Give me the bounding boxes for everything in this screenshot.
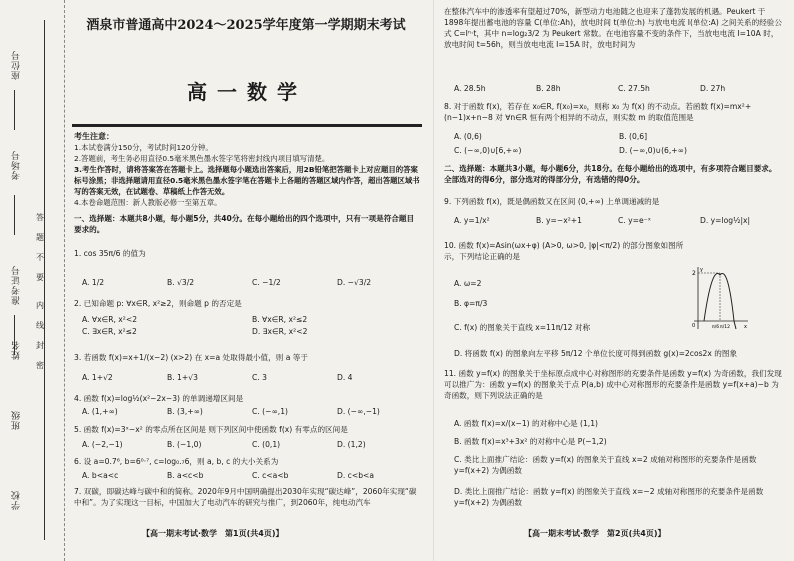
seat-label: 座位号 (12, 50, 22, 80)
option: D. c<b<a (337, 471, 375, 480)
binding-sidebar (0, 0, 65, 561)
option: D. −√3/2 (337, 278, 372, 287)
note-item: 3.考生作答时，请将答案答在答题卡上。选择题每小题选出答案后，用2B铅笔把答题卡上对应题目的答案标号涂黑；非选择题请用直径0.5毫米黑色墨水签字笔在答题卡上各题的答题区域内作答，超出答题区域书写的答案无效，在试题卷、草稿纸上作答无效。 (74, 165, 420, 196)
option: B. (−1,0) (167, 440, 202, 449)
option: A. 28.5h (454, 84, 486, 93)
q11-option-d: D. 类比上面推广结论：函数 y=f(x) 的图象关于直线 x=−2 成轴对称图形的充要条件是函数 y=f(x+2) 为偶函数 (454, 487, 764, 507)
seal-char: 答 (36, 213, 44, 222)
option: A. y=1/x² (454, 216, 490, 225)
exam-notes (74, 131, 422, 208)
name-label: 姓名 (12, 340, 22, 360)
q10-option-a: A. ω=2 (454, 279, 482, 288)
option: D. (−∞,0)∪(6,+∞) (619, 146, 687, 155)
option: D. (−∞,−1) (337, 407, 380, 416)
option: A. (1,+∞) (82, 407, 118, 416)
seal-char: 密 (36, 361, 44, 370)
option: D. ∃x∈R, x²<2 (252, 327, 308, 336)
q7-stem: 7. 双碳，即碳达峰与碳中和的简称。2020年9月中国明确提出2030年实现“碳达峰”，2060年实现“碳中和”。为了实现这一目标，中国加大了电动汽车的研究与推广，到2060年，纯电动汽车 (74, 487, 417, 507)
q11-option-c: C. 类比上面推广结论：函数 y=f(x) 的图象关于直线 x=2 成轴对称图形的充要条件是函数 y=f(x+2) 为偶函数 (454, 455, 757, 475)
q9-options (454, 216, 784, 225)
seal-char: 不 (36, 253, 44, 262)
q8-stem: 8. 对于函数 f(x)，若存在 x₀∈R, f(x₀)=x₀，则称 x₀ 为 f(x) 的不动点。若函数 f(x)=mx²+(n−1)x+n−8 对 ∀n∈R 恒有两个相异的不动点，则实数 m 的取值范围是 (444, 102, 752, 122)
q2-stem: 2. 已知命题 p: ∀x∈R, x²≥2，则命题 p 的否定是 (74, 299, 242, 308)
option: C. y=e⁻ˣ (618, 216, 652, 225)
left-column (72, 0, 422, 561)
option: B. 1+√3 (167, 373, 198, 382)
q9-stem: 9. 下列函数 f(x)，既是偶函数又在区间 (0,+∞) 上单调递减的是 (444, 197, 660, 206)
q11-stem: 11. 函数 y=f(x) 的图象关于坐标原点成中心对称图形的充要条件是函数 y=f(x) 为奇函数，我们发现可以推广为：函数 y=f(x) 的图象关于点 P(a,b) 成中心对称图形的充要条件是函数 y=f(x+a)−b 为奇函数，则下列说法正确的是 (444, 369, 782, 400)
exam-no-label: 准考证号 (12, 265, 22, 305)
y-axis-label: y (700, 267, 703, 273)
seat-line (14, 90, 15, 130)
q7-options (454, 84, 784, 93)
origin-label: 0 (692, 323, 696, 329)
q4-options (82, 407, 422, 416)
title-rule (72, 124, 422, 127)
seal-char: 封 (36, 341, 44, 350)
q2-options (82, 315, 422, 339)
q10-option-b: B. φ=π/3 (454, 299, 488, 308)
option: C. 27.5h (618, 84, 650, 93)
notes-heading: 考生注意： (74, 132, 114, 141)
option: B. ∀x∈R, x²≤2 (252, 315, 308, 324)
seal-char: 内 (36, 301, 44, 310)
option: B. (3,+∞) (167, 407, 203, 416)
option: A. 1/2 (82, 278, 105, 287)
option: A. (0,6) (454, 132, 482, 141)
option: D. 4 (337, 373, 353, 382)
q11-option-b: B. 函数 f(x)=x³+3x² 的对称中心是 P(−1,2) (454, 437, 607, 446)
q10-option-c: C. f(x) 的图象关于直线 x=11π/12 对称 (454, 323, 591, 332)
option: D. 27h (700, 84, 726, 93)
option: A. b<a<c (82, 471, 119, 480)
section2-heading: 二、选择题：本题共3小题，每小题6分，共18分。在每小题给出的选项中，有多项符合题目要求。全部选对的得6分，部分选对的得部分分，有选错的得0分。 (444, 164, 777, 184)
exam-title: 酒泉市普通高中2024～2025学年度第一学期期末考试 (86, 18, 406, 33)
section1-heading: 一、选择题：本题共8小题，每小题5分，共40分。在每小题给出的四个选项中，只有一项是符合题目要求的。 (74, 214, 415, 234)
seal-char: 线 (36, 321, 44, 330)
q1-options (82, 278, 422, 287)
q11-option-a: A. 函数 f(x)=x/(x−1) 的对称中心是 (1,1) (454, 419, 599, 428)
option: A. ∀x∈R, x²<2 (82, 315, 138, 324)
q5-stem: 5. 函数 f(x)=3ˣ−x² 的零点所在区间是 则下列区间中使函数 f(x) 有零点的区间是 (74, 425, 348, 434)
tick-label: π/6 (712, 325, 720, 330)
room-label: 考场号 (12, 150, 22, 180)
option: C. −1/2 (252, 278, 281, 287)
x-axis-label: x (744, 324, 747, 330)
q6-stem: 6. 设 a=0.7⁶, b=6⁰·⁷, c=log₀.₇6，则 a, b, c 的大小关系为 (74, 457, 279, 466)
column-divider (433, 0, 434, 561)
q10-sine-graph (690, 265, 750, 331)
option: C. 3 (252, 373, 267, 382)
q10-stem: 10. 函数 f(x)=Asin(ωx+φ) (A>0, ω>0, |φ|<π/2) 的部分图象如图所示，下列结论正确的是 (444, 241, 684, 261)
option: B. a<c<b (167, 471, 204, 480)
option: C. (0,1) (252, 440, 281, 449)
q1-stem: 1. cos 35π/6 的值为 (74, 249, 146, 258)
subject-title: 高一数学 (187, 80, 307, 104)
option: D. y=log½|x| (700, 216, 751, 225)
option: A. 1+√2 (82, 373, 113, 382)
option: B. (0,6] (619, 132, 648, 141)
option: A. (−2,−1) (82, 440, 123, 449)
q7-continued: 在整体汽车中的渗透率有望超过70%，新型动力电池随之也迎来了蓬勃发展的机遇。Peukert 于1898年提出蓄电池的容量 C(单位:Ah)，放电时间 t(单位:h) 与放电电流 I(单位:A) 之间关系的经验公式 C=Iⁿ·t，其中 n=log₂3/2 为 Peukert 常数。在电池容量不变的条件下，当放电电流 I=10A 时，放电时间 t=56h，则当放电电流 I=15A 时，放电时间为 (444, 7, 782, 49)
seal-char: 题 (36, 233, 44, 242)
option: B. 28h (536, 84, 561, 93)
option: C. (−∞,1) (252, 407, 288, 416)
seal-char: 要 (36, 273, 44, 282)
tick-label: π/12 (720, 325, 730, 330)
seal-line (44, 20, 45, 540)
q3-stem: 3. 若函数 f(x)=x+1/(x−2) (x>2) 在 x=a 处取得最小值，则 a 等于 (74, 353, 308, 362)
class-label: 班级 (12, 410, 22, 430)
room-line (14, 195, 15, 235)
q6-options (82, 471, 422, 480)
q4-stem: 4. 函数 f(x)=log½(x²−2x−3) 的单调递增区间是 (74, 394, 244, 403)
note-item: 4.本卷命题范围：新人教版必修一至第五章。 (74, 198, 222, 207)
q10-option-d: D. 将函数 f(x) 的图象向左平移 5π/12 个单位长度可得到函数 g(x)=2cos2x 的图象 (454, 349, 738, 358)
footer-left: 【高一期末考试·数学 第1页(共4页)】 (142, 529, 284, 538)
option: B. √3/2 (167, 278, 195, 287)
option: C. c<a<b (252, 471, 289, 480)
q8-options (454, 132, 784, 160)
q5-options (82, 440, 422, 449)
option: C. ∃x∈R, x²≤2 (82, 327, 137, 336)
footer-right: 【高一期末考试·数学 第2页(共4页)】 (524, 529, 666, 538)
y-max-label: 2 (692, 270, 696, 277)
q3-options (82, 373, 422, 382)
option: D. (1,2) (337, 440, 366, 449)
option: B. y=−x²+1 (536, 216, 582, 225)
school-label: 学校 (12, 490, 22, 510)
note-item: 2.答题前，考生务必用直径0.5毫米黑色墨水签字笔将密封线内项目填写清楚。 (74, 154, 330, 163)
option: C. (−∞,0)∪[6,+∞) (454, 146, 522, 155)
note-item: 1.本试卷满分150分，考试时间120分钟。 (74, 143, 213, 152)
